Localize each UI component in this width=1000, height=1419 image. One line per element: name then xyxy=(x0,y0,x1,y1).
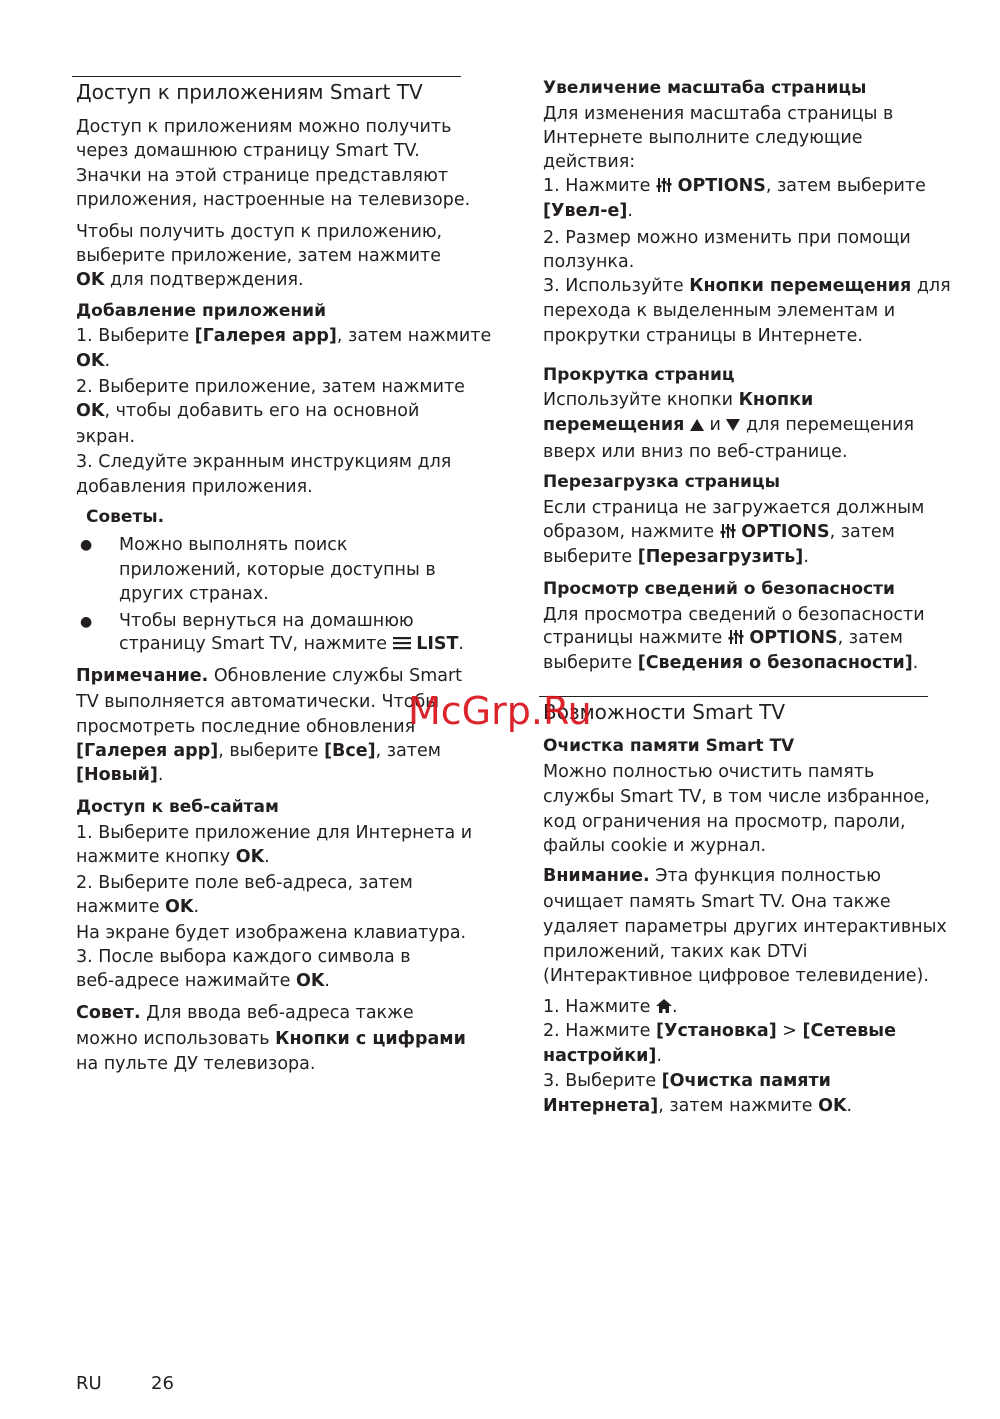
zoom-step-3: 3. Используйте Кнопки перемещения для xyxy=(543,276,951,296)
warning-line-1: Внимание. Эта функция полностью xyxy=(543,866,881,886)
list-icon xyxy=(393,634,411,656)
intro-line-1: Доступ к приложениям можно получить xyxy=(76,117,452,137)
options-icon xyxy=(728,628,744,650)
note-line-1: Примечание. Обновление службы Smart xyxy=(76,666,463,686)
warning-line-2: очищает память Smart TV. Она также xyxy=(543,892,891,912)
advice-line-1: Совет. Для ввода веб-адреса также xyxy=(76,1003,414,1023)
footer-lang: RU xyxy=(76,1373,102,1394)
note-line-2: TV выполняется автоматически. Чтобы xyxy=(76,692,440,712)
web-step-1b: нажмите кнопку OK. xyxy=(76,847,270,867)
home-icon xyxy=(656,997,672,1019)
security-line-3: выберите [Сведения о безопасности]. xyxy=(543,653,919,673)
clear-step-2: 2. Нажмите [Установка] > [Сетевые xyxy=(543,1021,897,1041)
watermark: McGrp.Ru xyxy=(408,689,592,733)
add-step-1: 1. Выберите [Галерея app], затем нажмите xyxy=(76,326,492,346)
web-step-2b: нажмите OK. xyxy=(76,897,200,917)
advice-line-3: на пульте ДУ телевизора. xyxy=(76,1054,316,1074)
reload-line-1: Если страница не загружается должным xyxy=(543,498,925,518)
heading-add-apps: Добавление приложений xyxy=(76,301,326,321)
tip-1-line-3: других странах. xyxy=(119,584,269,604)
zoom-step-2b: ползунка. xyxy=(543,252,635,272)
bullet-1: ● xyxy=(80,537,93,553)
security-line-1: Для просмотра сведений о безопасности xyxy=(543,605,925,625)
web-keyboard: На экране будет изображена клавиатура. xyxy=(76,923,467,943)
section-title-smart-features: Возможности Smart TV xyxy=(543,700,786,724)
options-icon xyxy=(720,522,736,544)
heading-scroll: Прокрутка страниц xyxy=(543,365,735,385)
clear-step-1: 1. Нажмите . xyxy=(543,997,678,1017)
heading-reload: Перезагрузка страницы xyxy=(543,472,780,492)
zoom-step-1b: [Увел-е]. xyxy=(543,201,633,221)
add-step-3b: добавления приложения. xyxy=(76,477,313,497)
page-number: 26 xyxy=(151,1373,174,1394)
heading-security: Просмотр сведений о безопасности xyxy=(543,579,895,599)
clear-line-3: код ограничения на просмотр, пароли, xyxy=(543,812,906,832)
clear-line-1: Можно полностью очистить память xyxy=(543,762,875,782)
add-step-2c: экран. xyxy=(76,427,136,447)
heading-clear-memory: Очистка памяти Smart TV xyxy=(543,736,795,756)
warning-line-4: приложений, таких как DTVi xyxy=(543,942,808,962)
tip-2-line-2: страницу Smart TV, нажмите LIST. xyxy=(119,634,464,654)
clear-line-2: службы Smart TV, в том числе избранное, xyxy=(543,787,930,807)
reload-line-2: образом, нажмите OPTIONS, затем xyxy=(543,522,895,542)
zoom-line-1: Для изменения масштаба страницы в xyxy=(543,104,894,124)
note-line-3: просмотреть последние обновления xyxy=(76,717,416,737)
add-step-2: 2. Выберите приложение, затем нажмите xyxy=(76,377,465,397)
options-icon xyxy=(656,176,672,198)
intro-line-2: через домашнюю страницу Smart TV. xyxy=(76,141,420,161)
right-mid-rule xyxy=(539,696,928,697)
web-step-3: 3. После выбора каждого символа в xyxy=(76,947,411,967)
heading-tips: Советы. xyxy=(86,507,165,527)
note-line-4: [Галерея app], выберите [Все], затем xyxy=(76,741,441,761)
tip-1-line-2: приложений, которые доступны в xyxy=(119,560,436,580)
web-step-1: 1. Выберите приложение для Интернета и xyxy=(76,823,473,843)
clear-step-3b: Интернета], затем нажмите OK. xyxy=(543,1096,853,1116)
zoom-step-1: 1. Нажмите OPTIONS, затем выберите xyxy=(543,176,926,196)
note-line-5: [Новый]. xyxy=(76,765,164,785)
reload-line-3: выберите [Перезагрузить]. xyxy=(543,547,809,567)
clear-step-3: 3. Выберите [Очистка памяти xyxy=(543,1071,831,1091)
clear-step-2b: настройки]. xyxy=(543,1046,662,1066)
heading-websites: Доступ к веб-сайтам xyxy=(76,797,279,817)
arrow-down-icon xyxy=(726,415,740,437)
intro-line-3: Значки на этой странице представляют xyxy=(76,166,449,186)
advice-line-2: можно использовать Кнопки с цифрами xyxy=(76,1029,466,1049)
web-step-3b: веб-адресе нажимайте OK. xyxy=(76,971,330,991)
zoom-step-2: 2. Размер можно изменить при помощи xyxy=(543,228,911,248)
bullet-2: ● xyxy=(80,614,93,630)
warning-line-5: (Интерактивное цифровое телевидение). xyxy=(543,966,929,986)
intro-line-4: приложения, настроенные на телевизоре. xyxy=(76,190,471,210)
warning-line-3: удаляет параметры других интерактивных xyxy=(543,917,947,937)
zoom-step-3c: прокрутки страницы в Интернете. xyxy=(543,326,863,346)
tip-2-line-1: Чтобы вернуться на домашнюю xyxy=(119,611,414,631)
security-line-2: страницы нажмите OPTIONS, затем xyxy=(543,628,903,648)
section-title-smart-apps: Доступ к приложениям Smart TV xyxy=(76,80,423,104)
select-line-3: OK для подтверждения. xyxy=(76,270,304,290)
tip-1-line-1: Можно выполнять поиск xyxy=(119,535,348,555)
scroll-line-3: вверх или вниз по веб-странице. xyxy=(543,442,848,462)
add-step-2b: OK, чтобы добавить его на основной xyxy=(76,401,420,421)
zoom-step-3b: перехода к выделенным элементам и xyxy=(543,301,896,321)
arrow-up-icon xyxy=(690,415,704,437)
scroll-line-1: Используйте кнопки Кнопки xyxy=(543,390,814,410)
zoom-line-2: Интернете выполните следующие xyxy=(543,128,863,148)
select-line-1: Чтобы получить доступ к приложению, xyxy=(76,222,443,242)
add-step-3: 3. Следуйте экранным инструкциям для xyxy=(76,452,452,472)
select-line-2: выберите приложение, затем нажмите xyxy=(76,246,441,266)
heading-zoom: Увеличение масштаба страницы xyxy=(543,78,867,98)
web-step-2: 2. Выберите поле веб-адреса, затем xyxy=(76,873,413,893)
zoom-line-3: действия: xyxy=(543,152,636,172)
left-top-rule xyxy=(72,76,461,77)
add-step-1b: OK. xyxy=(76,351,111,371)
scroll-line-2: перемещения и для перемещения xyxy=(543,415,915,435)
clear-line-4: файлы cookie и журнал. xyxy=(543,836,767,856)
